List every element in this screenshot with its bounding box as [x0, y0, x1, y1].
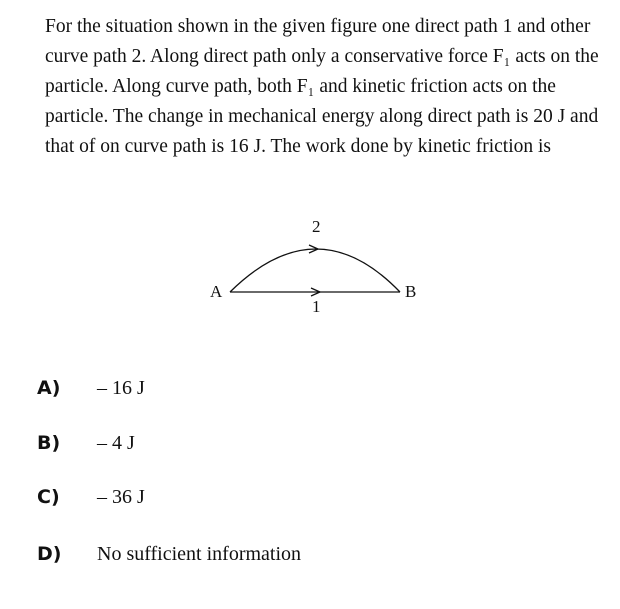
option-d[interactable]	[37, 538, 301, 570]
path-figure	[200, 208, 440, 323]
option-a[interactable]	[37, 372, 145, 404]
option-d-label: D)	[37, 543, 62, 565]
option-b-text: – 4 J	[97, 431, 135, 454]
path-2-label: 2	[312, 217, 321, 236]
path-1-label: 1	[312, 297, 321, 316]
question-text: For the situation shown in the given figure one direct path 1 and other curve path 2. Along direct path only a conservative force F₁ acts on the particle. Along curve path, both F₁ and kinetic friction acts on the particle. The change in mechanical energy along direct path is 20 J and that of on curve path is 16 J. The work done by kinetic friction is	[45, 16, 599, 157]
path-diagram	[200, 208, 440, 318]
option-b[interactable]	[37, 427, 135, 459]
point-b-label: B	[405, 282, 417, 301]
option-c-text: – 36 J	[97, 485, 145, 508]
option-a-label: A)	[37, 377, 61, 399]
option-c-label: C)	[37, 486, 60, 508]
option-d-text: No sufficient information	[97, 542, 302, 565]
curved-path-line	[230, 249, 400, 292]
option-b-label: B)	[37, 432, 61, 454]
option-c[interactable]	[37, 481, 145, 513]
point-a-label: A	[210, 282, 223, 301]
option-a-text: – 16 J	[97, 376, 145, 399]
